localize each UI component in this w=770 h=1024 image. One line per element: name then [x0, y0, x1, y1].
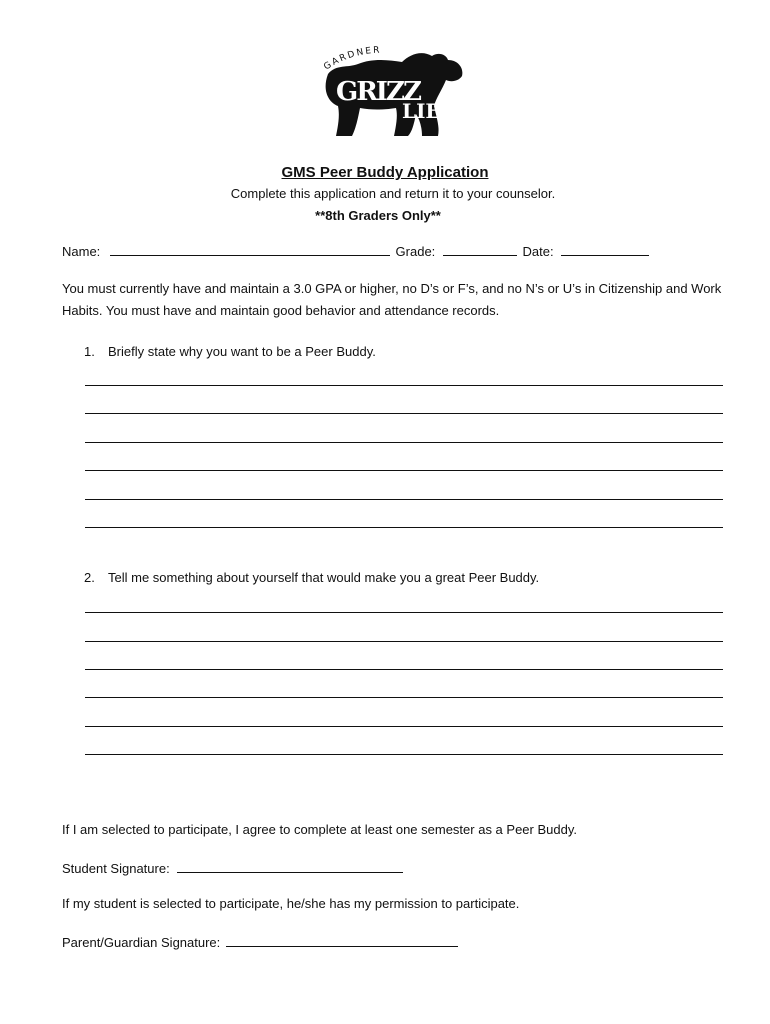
answer-line[interactable] [85, 499, 723, 500]
question-1 [84, 344, 376, 359]
form-subtitle: Complete this application and return it to your counselor. [230, 186, 556, 201]
requirements-text: You must currently have and maintain a 3.0 GPA or higher, no D’s or F’s, and no N’s or U’s in Citizenship and Work Habits. You must have and maintain good behavior and attendance records. [62, 281, 722, 318]
date-field[interactable] [561, 242, 649, 256]
svg-text:LIES: LIES [402, 99, 456, 123]
answer-line[interactable] [85, 527, 723, 528]
date-label: Date: [522, 244, 554, 259]
logo-arc-text: GARDNER [322, 45, 382, 73]
question-text: Tell me something about yourself that would make you a great Peer Buddy. [108, 570, 540, 585]
name-label: Name: [62, 244, 101, 259]
grades-note: **8th Graders Only** [315, 208, 441, 223]
parent-signature-label: Parent/Guardian Signature: [62, 935, 221, 950]
question-number: 2. [84, 570, 95, 585]
parent-signature-row [62, 933, 460, 950]
answer-line[interactable] [85, 697, 723, 698]
answer-line[interactable] [85, 726, 723, 727]
answer-line[interactable] [85, 413, 723, 414]
answer-line[interactable] [85, 470, 723, 471]
identity-row [62, 242, 651, 259]
answer-line[interactable] [85, 612, 723, 613]
name-field[interactable] [110, 242, 390, 256]
question-2 [84, 570, 539, 585]
agreement-text: If I am selected to participate, I agree to complete at least one semester as a Peer Buddy. [62, 822, 577, 837]
grade-field[interactable] [443, 242, 517, 256]
question-number: 1. [84, 344, 95, 359]
student-signature-row [62, 859, 405, 876]
student-signature-field[interactable] [177, 859, 403, 873]
student-signature-label: Student Signature: [62, 861, 170, 876]
form-title: GMS Peer Buddy Application [281, 164, 489, 181]
answer-line[interactable] [85, 641, 723, 642]
grizzly-bear-logo [318, 44, 468, 144]
answer-line[interactable] [85, 669, 723, 670]
answer-line[interactable] [85, 442, 723, 443]
svg-text:GRIZZ: GRIZZ [336, 77, 420, 107]
answer-line[interactable] [85, 385, 723, 386]
grade-label: Grade: [395, 244, 436, 259]
answer-line[interactable] [85, 754, 723, 755]
parent-signature-field[interactable] [226, 933, 458, 947]
permission-text: If my student is selected to participate, he/she has my permission to participate. [62, 896, 520, 911]
question-text: Briefly state why you want to be a Peer Buddy. [108, 344, 376, 359]
